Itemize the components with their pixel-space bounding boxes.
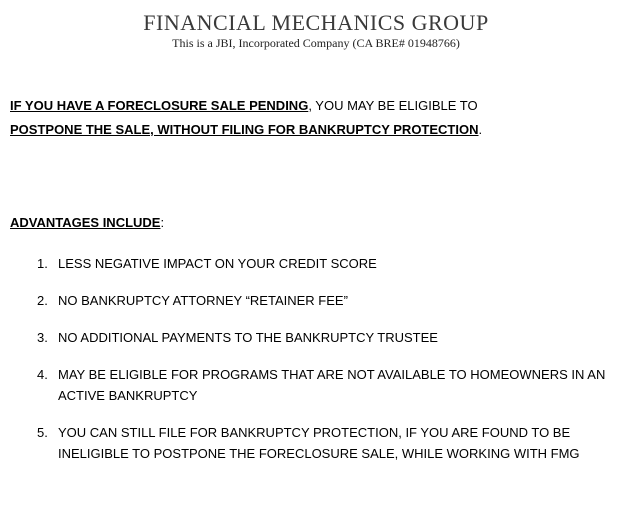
list-item — [0, 327, 618, 348]
advantages-heading-colon: : — [160, 215, 165, 230]
company-tagline: This is a JBI, Incorporated Company (CA BRE# 01948766) — [172, 36, 460, 50]
list-item-text: NO ADDITIONAL PAYMENTS TO THE BANKRUPTCY TRUSTEE — [58, 330, 438, 345]
advantages-list — [0, 253, 632, 480]
list-item-number: 4. — [37, 367, 48, 382]
list-item-text: MAY BE ELIGIBLE FOR PROGRAMS THAT ARE NOT AVAILABLE TO HOMEOWNERS IN AN ACTIVE BANKRUPTCY — [58, 367, 606, 403]
intro-text-1: , YOU MAY BE ELIGIBLE TO — [308, 98, 478, 113]
intro-emphasis-1: IF YOU HAVE A FORECLOSURE SALE PENDING — [10, 98, 309, 113]
list-item-text: YOU CAN STILL FILE FOR BANKRUPTCY PROTECTION, IF YOU ARE FOUND TO BE INELIGIBLE TO POSTPONE THE FORECLOSURE SALE, WHILE WORKING WITH FMG — [58, 425, 580, 461]
list-item — [0, 422, 618, 464]
list-item — [0, 290, 618, 311]
advantages-heading-text: ADVANTAGES INCLUDE — [10, 215, 161, 230]
list-item-number: 3. — [37, 330, 48, 345]
list-item — [0, 253, 618, 274]
list-item-text: LESS NEGATIVE IMPACT ON YOUR CREDIT SCORE — [58, 256, 377, 271]
advantages-heading — [10, 213, 164, 233]
list-item-number: 5. — [37, 425, 48, 440]
intro-emphasis-2: POSTPONE THE SALE, WITHOUT FILING FOR BANKRUPTCY PROTECTION — [10, 122, 479, 137]
list-item-number: 1. — [37, 256, 48, 271]
intro-text-2: . — [478, 122, 483, 137]
intro-paragraph — [10, 94, 622, 142]
list-item — [0, 364, 618, 406]
company-name: FINANCIAL MECHANICS GROUP — [143, 10, 489, 35]
list-item-text: NO BANKRUPTCY ATTORNEY “RETAINER FEE” — [58, 293, 348, 308]
document-header — [0, 10, 632, 51]
list-item-number: 2. — [37, 293, 48, 308]
